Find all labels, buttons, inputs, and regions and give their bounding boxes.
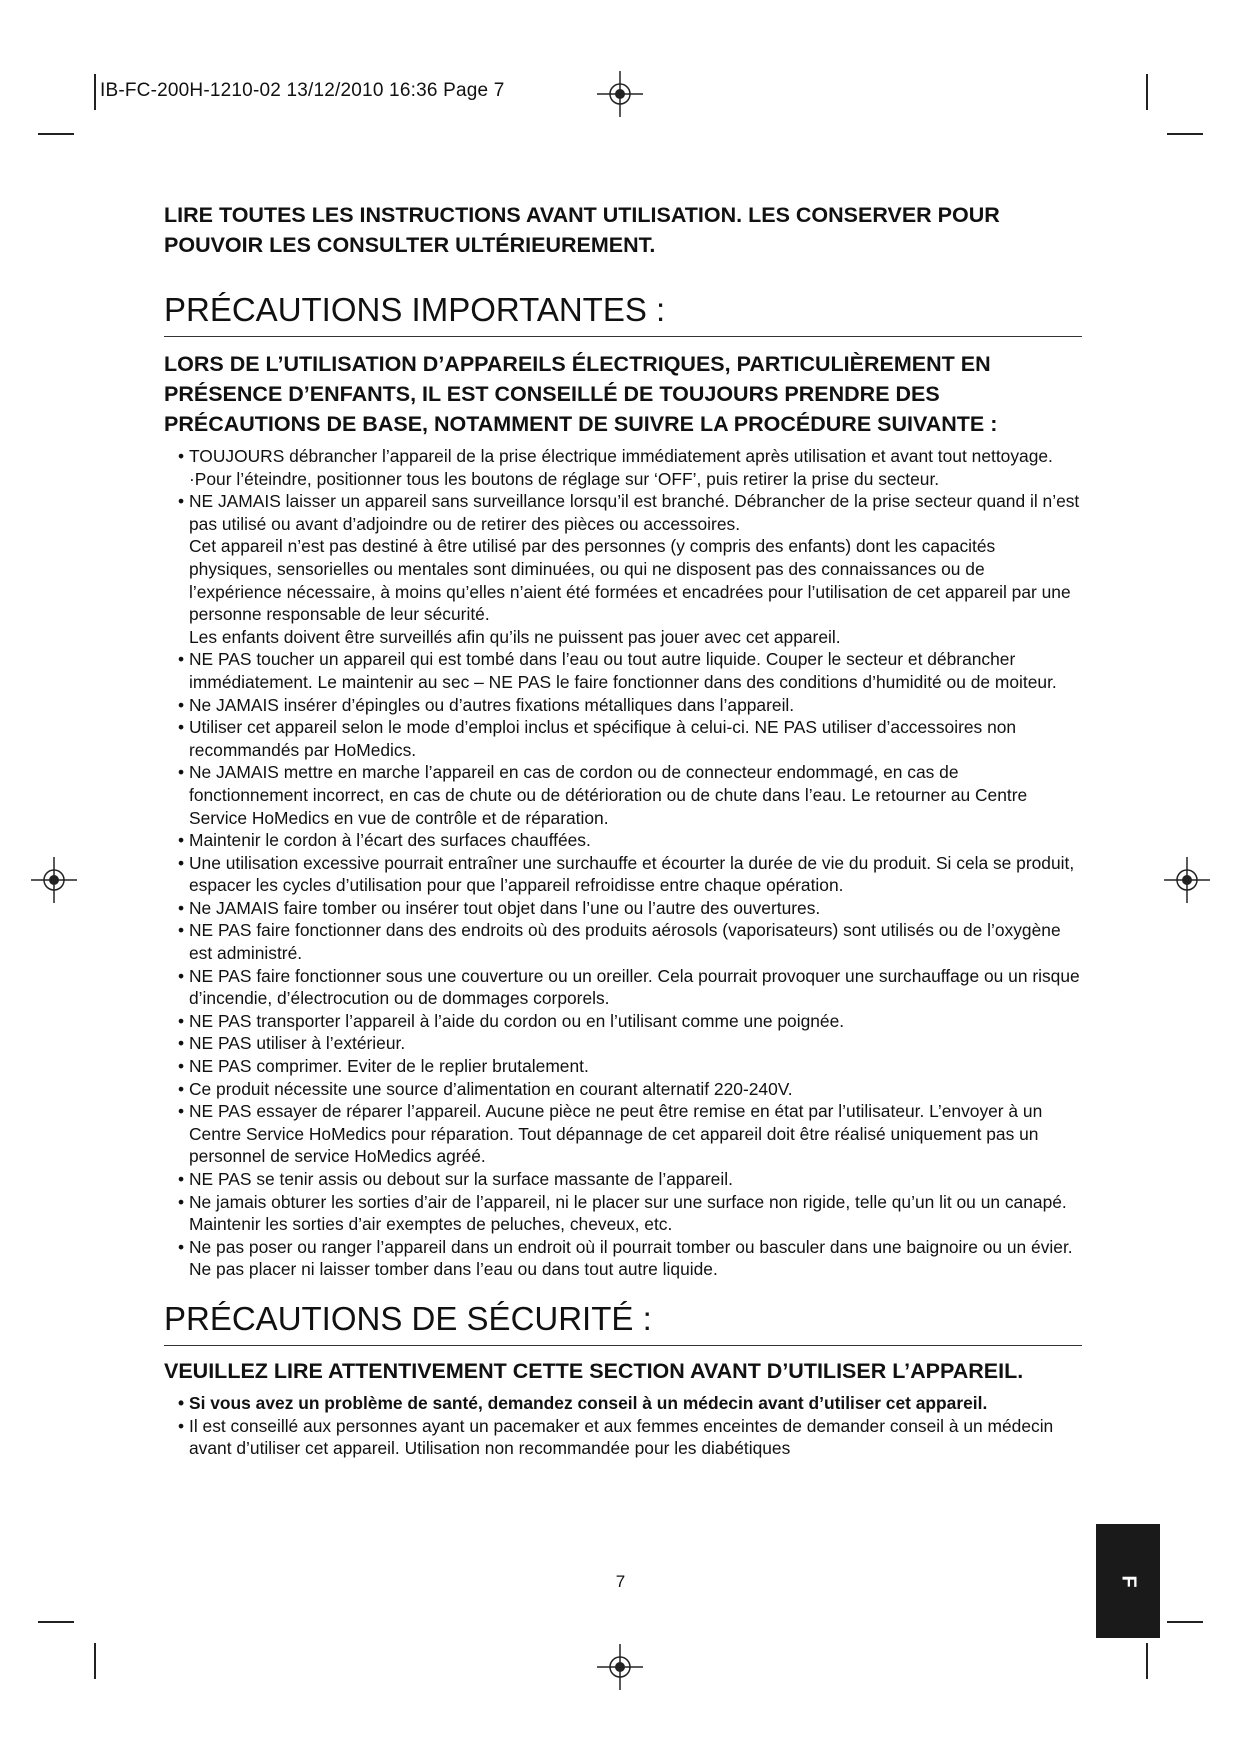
- crop-mark: [38, 1621, 74, 1623]
- language-tab: F: [1096, 1524, 1160, 1638]
- list-item: • NE JAMAIS laisser un appareil sans surveillance lorsqu’il est branché. Débrancher de la prise secteur quand il n’est pas utilisé ou avant d’adjoindre ou de retirer des pièces ou accessoires. Cet appareil n’est pas destiné à être utilisé par des personnes (y compris des enfants) dont les capacités physiques, sensorielles ou mentales sont diminuées, ou qui ne disposent pas des connaissances ou de l’expérience nécessaire, à moins qu’elles n’aient été formées et encadrées pour l’utilisation de cet appareil par une personne responsable de leur sécurité. Les enfants doivent être surveillés afin qu’ils ne puissent pas jouer avec cet appareil.: [164, 490, 1082, 648]
- safety-list: [164, 1392, 1082, 1460]
- list-item: • Utiliser cet appareil selon le mode d’emploi inclus et spécifique à celui-ci. NE PAS utiliser d’accessoires non recommandés par HoMedics.: [178, 717, 1017, 760]
- list-item-continuation: Cet appareil n’est pas destiné à être utilisé par des personnes (y compris des enfants) dont les capacités physiques, sensorielles ou mentales sont diminuées, ou qui ne disposent pas des connaissances ou de l’expérience nécessaire, à moins qu’elles n’aient été formées et encadrées pour l’utilisation de cet appareil par une personne responsable de leur sécurité.: [189, 536, 1071, 625]
- crop-mark: [38, 133, 74, 135]
- registration-mark-icon: [31, 857, 77, 903]
- list-item: • Ce produit nécessite une source d’alimentation en courant alternatif 220-240V.: [178, 1078, 793, 1099]
- list-item: • Ne JAMAIS faire tomber ou insérer tout objet dans l’une ou l’autre des ouvertures.: [178, 897, 821, 918]
- crop-mark: [94, 74, 96, 110]
- list-item: • Il est conseillé aux personnes ayant un pacemaker et aux femmes enceintes de demander conseil à un médecin avant d’utiliser cet appareil. Utilisation non recommandée pour les diabétiques: [178, 1415, 1054, 1459]
- list-item: • NE PAS essayer de réparer l’appareil. Aucune pièce ne peut être remise en état par l’utilisateur. L’envoyer à un Centre Service HoMedics pour réparation. Tout dépannage de cet appareil doit être réalisé uniquement pas un personnel de service HoMedics agréé.: [178, 1101, 1043, 1167]
- registration-mark-icon: [1164, 857, 1210, 903]
- list-item: • NE PAS utiliser à l’extérieur.: [178, 1033, 406, 1054]
- intro-notice: LIRE TOUTES LES INSTRUCTIONS AVANT UTILISATION. LES CONSERVER POUR POUVOIR LES CONSULTER ULTÉRIEUREMENT.: [164, 203, 1000, 257]
- crop-mark: [1146, 74, 1148, 110]
- list-item: • Ne JAMAIS mettre en marche l’appareil en cas de cordon ou de connecteur endommagé, en cas de fonctionnement incorrect, en cas de chute ou de détérioration ou de chute dans l’eau. Le retourner au Centre Service HoMedics en vue de contrôle et de réparation.: [178, 762, 1028, 828]
- section-title-important-precautions: PRÉCAUTIONS IMPORTANTES :: [164, 290, 1082, 337]
- registration-mark-icon: [597, 71, 643, 117]
- section-subheading: VEUILLEZ LIRE ATTENTIVEMENT CETTE SECTION AVANT D’UTILISER L’APPAREIL.: [164, 1358, 1024, 1383]
- crop-mark: [1167, 133, 1203, 135]
- crop-mark: [1146, 1643, 1148, 1679]
- list-item: • Si vous avez un problème de santé, demandez conseil à un médecin avant d’utiliser cet appareil.: [178, 1392, 988, 1413]
- list-item: • Une utilisation excessive pourrait entraîner une surchauffe et écourter la durée de vie du produit. Si cela se produit, espacer les cycles d’utilisation pour que l’appareil refroidisse entre chaque opération.: [178, 852, 1075, 896]
- print-slug: IB-FC-200H-1210-02 13/12/2010 16:36 Page 7: [100, 80, 505, 101]
- precautions-list: [164, 445, 1082, 1281]
- page-content: [164, 200, 1082, 1460]
- list-item: • Maintenir le cordon à l’écart des surfaces chauffées.: [178, 830, 591, 851]
- registration-mark-icon: [597, 1644, 643, 1690]
- list-item: • NE PAS toucher un appareil qui est tombé dans l’eau ou tout autre liquide. Couper le secteur et débrancher immédiatement. Le maintenir au sec – NE PAS le faire fonctionner dans des conditions d’humidité ou de moiteur.: [178, 649, 1057, 692]
- list-item: • NE PAS se tenir assis ou debout sur la surface massante de l’appareil.: [178, 1169, 733, 1189]
- list-item: • Ne pas poser ou ranger l’appareil dans un endroit où il pourrait tomber ou basculer dans une baignoire ou un évier. Ne pas placer ni laisser tomber dans l’eau ou dans tout autre liquide.: [178, 1236, 1073, 1280]
- list-item: • NE PAS comprimer. Eviter de le replier brutalement.: [178, 1056, 589, 1077]
- crop-mark: [94, 1643, 96, 1679]
- page-number: 7: [615, 1572, 626, 1591]
- list-item: • Ne JAMAIS insérer d’épingles ou d’autres fixations métalliques dans l’appareil.: [178, 694, 795, 715]
- list-item: • NE PAS faire fonctionner sous une couverture ou un oreiller. Cela pourrait provoquer une surchauffage ou un risque d’incendie, d’électrocution ou de dommages corporels.: [178, 965, 1080, 1009]
- list-item: • NE PAS transporter l’appareil à l’aide du cordon ou en l’utilisant comme une poignée.: [178, 1010, 845, 1031]
- list-item: • NE PAS faire fonctionner dans des endroits où des produits aérosols (vaporisateurs) sont utilisés ou de l’oxygène est administré.: [178, 920, 1061, 964]
- section-title-safety-precautions: PRÉCAUTIONS DE SÉCURITÉ :: [164, 1299, 1082, 1346]
- section-subheading: LORS DE L’UTILISATION D’APPAREILS ÉLECTRIQUES, PARTICULIÈREMENT EN PRÉSENCE D’ENFANTS, IL EST CONSEILLÉ DE TOUJOURS PRENDRE DES PRÉCAUTIONS DE BASE, NOTAMMENT DE SUIVRE LA PROCÉDURE SUIVANTE :: [164, 352, 998, 436]
- crop-mark: [1167, 1621, 1203, 1623]
- list-item: • TOUJOURS débrancher l’appareil de la prise électrique immédiatement après utilisation et avant tout nettoyage. ·Pour l’éteindre, positionner tous les boutons de réglage sur ‘OFF’, puis retirer la prise du secteur.: [178, 446, 1053, 489]
- list-item: • Ne jamais obturer les sorties d’air de l’appareil, ni le placer sur une surface non rigide, telle qu’un lit ou un canapé. Maintenir les sorties d’air exemptes de peluches, cheveux, etc.: [178, 1191, 1067, 1235]
- list-item-continuation: Les enfants doivent être surveillés afin qu’ils ne puissent pas jouer avec cet appareil.: [189, 626, 841, 647]
